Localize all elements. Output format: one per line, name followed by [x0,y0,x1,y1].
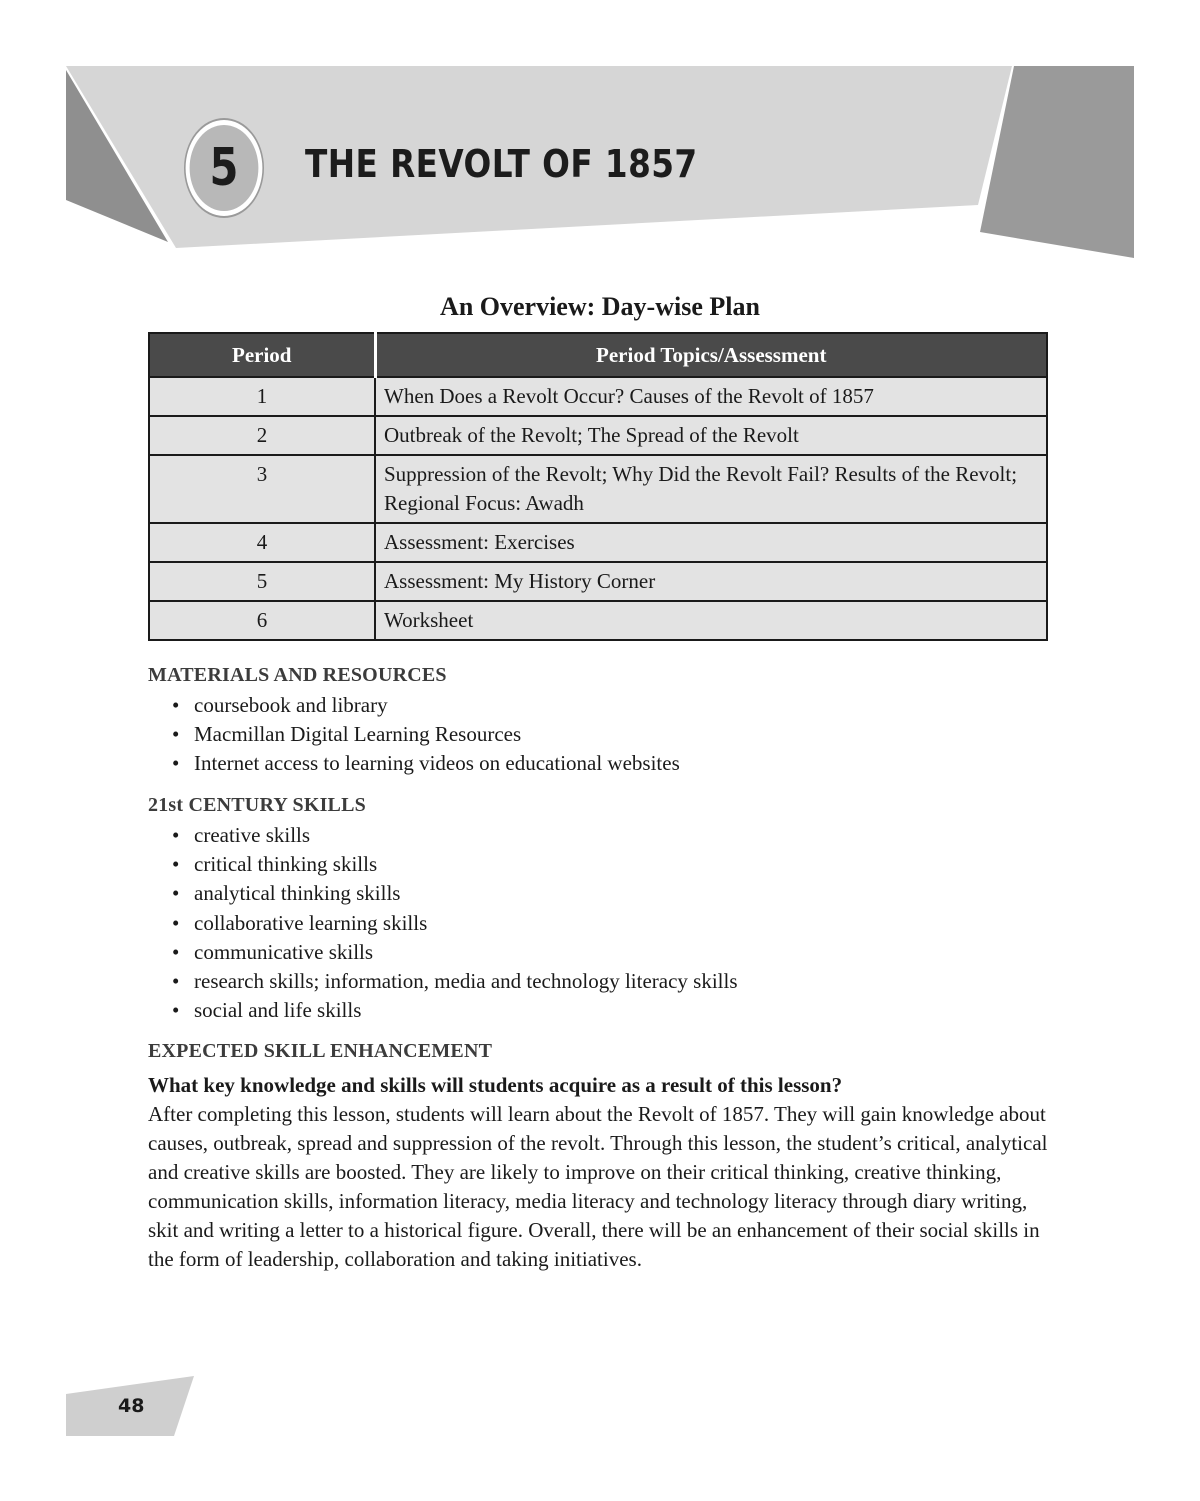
topic-cell: When Does a Revolt Occur? Causes of the Revolt of 1857 [375,377,1047,416]
plan-title: An Overview: Day-wise Plan [440,292,760,321]
day-wise-plan-table [148,332,1048,641]
chapter-banner [0,0,1200,280]
table-row [149,455,1047,523]
enhancement-section [148,1040,1048,1274]
list-item: • collaborative learning skills [172,909,1048,938]
list-item: • Internet access to learning videos on educational websites [172,749,1048,778]
topic-cell: Worksheet [375,601,1047,640]
table-row [149,562,1047,601]
period-cell: 3 [149,455,375,523]
materials-list [148,691,1048,779]
skills-heading: 21st CENTURY SKILLS [148,794,366,816]
table-row [149,416,1047,455]
skills-list [148,821,1048,1025]
topic-cell: Outbreak of the Revolt; The Spread of the Revolt [375,416,1047,455]
table-row [149,601,1047,640]
enhancement-question: What key knowledge and skills will students acquire as a result of this lesson? [148,1073,843,1097]
list-item: • creative skills [172,821,1048,850]
list-item: • coursebook and library [172,691,1048,720]
page-number: 48 [118,1395,145,1417]
topic-cell: Assessment: My History Corner [375,562,1047,601]
list-item: • Macmillan Digital Learning Resources [172,720,1048,749]
topic-cell: Assessment: Exercises [375,523,1047,562]
enhancement-heading: EXPECTED SKILL ENHANCEMENT [148,1040,493,1062]
chapter-title: THE REVOLT OF 1857 [305,142,698,186]
list-item: • critical thinking skills [172,850,1048,879]
list-item: • communicative skills [172,938,1048,967]
header-topics: Period Topics/Assessment [375,333,1047,377]
list-item: • analytical thinking skills [172,879,1048,908]
table-header-row [149,333,1047,377]
materials-section [148,664,1048,779]
enhancement-paragraph: After completing this lesson, students will learn about the Revolt of 1857. They will gain knowledge about causes, outbreak, spread and suppression of the revolt. Through this lesson, the student’s critical, analytical and creative skills are boosted. They are likely to improve on their critical thinking, creative thinking, communication skills, information literacy, media literacy and technology literacy through diary writing, skit and writing a letter to a historical figure. Overall, there will be an enhancement of their social skills in the form of leadership, collaboration and taking initiatives. [148,1102,1048,1271]
period-cell: 6 [149,601,375,640]
chapter-number-badge: 5 [186,120,263,216]
table-row [149,523,1047,562]
period-cell: 2 [149,416,375,455]
materials-heading: MATERIALS AND RESOURCES [148,664,447,686]
header-period: Period [149,333,375,377]
list-item: • social and life skills [172,996,1048,1025]
table-row [149,377,1047,416]
skills-section [148,794,1048,1025]
list-item: • research skills; information, media and technology literacy skills [172,967,1048,996]
period-cell: 5 [149,562,375,601]
topic-cell: Suppression of the Revolt; Why Did the Revolt Fail? Results of the Revolt; Regional Focus: Awadh [375,455,1047,523]
period-cell: 4 [149,523,375,562]
period-cell: 1 [149,377,375,416]
